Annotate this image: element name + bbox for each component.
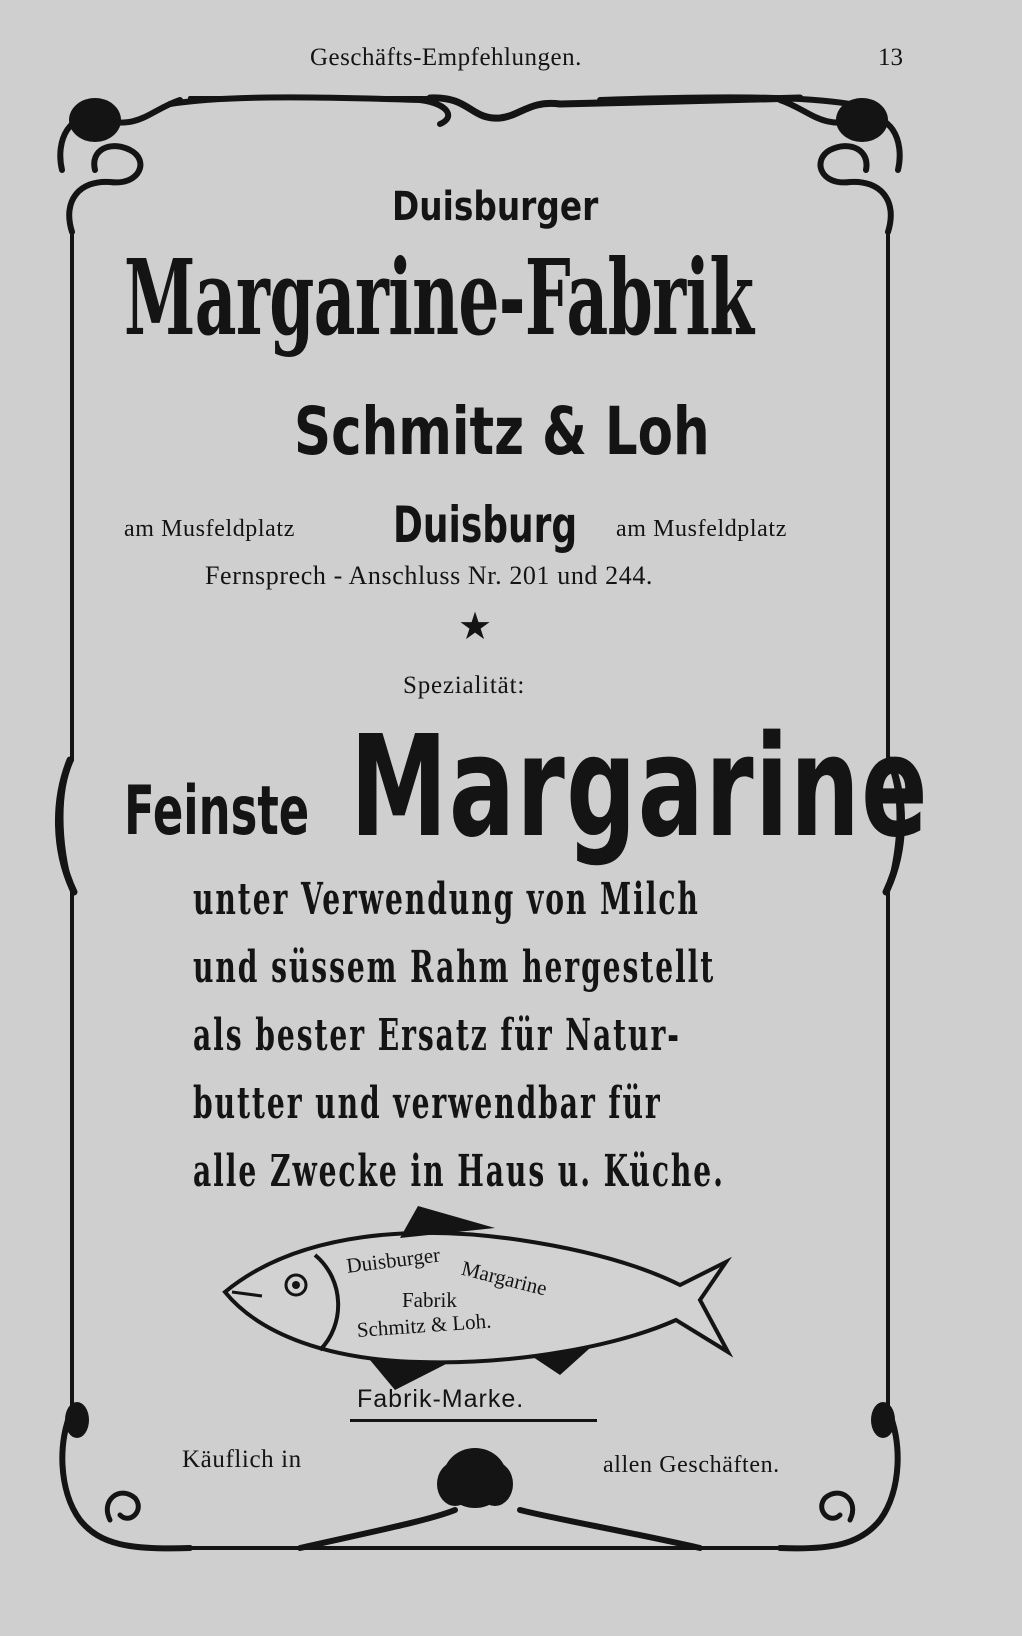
company-name: Margarine-Fabrik — [124, 236, 754, 359]
bottom-left-leaf — [65, 1402, 89, 1438]
specialty-label: Spezialität: — [403, 672, 526, 699]
body-line-1: unter Verwendung von Milch — [193, 874, 700, 925]
bottom-left-spiral — [107, 1493, 138, 1520]
left-bulge — [58, 760, 74, 892]
star-icon: ★ — [458, 604, 493, 648]
top-left-curl — [69, 146, 140, 232]
bottom-right-leaf — [871, 1402, 895, 1438]
headline-feinste: Feinste — [124, 772, 310, 851]
owners-name: Schmitz & Loh — [294, 393, 710, 470]
body-line-4: butter und verwendbar für — [193, 1078, 662, 1129]
top-right-bud — [836, 98, 888, 142]
footer-right-text: allen Geschäften. — [603, 1452, 780, 1478]
address-left: am Musfeldplatz — [124, 516, 295, 542]
trademark-caption: Fabrik-Marke. — [357, 1385, 525, 1413]
fish-label-owners: Schmitz & Loh. — [356, 1308, 493, 1342]
fish-illustration — [225, 1206, 728, 1390]
bottom-right-spiral — [822, 1493, 853, 1520]
fish-label-fabrik: Fabrik — [402, 1288, 457, 1312]
city-name: Duisburg — [393, 496, 578, 554]
body-line-2: und süssem Rahm hergestellt — [193, 942, 716, 993]
phone-line: Fernsprech - Anschluss Nr. 201 und 244. — [205, 561, 654, 590]
top-right-curl — [820, 146, 890, 232]
fish-label-duisburger: Duisburger — [345, 1242, 442, 1278]
bottom-center-swirls — [300, 1510, 700, 1548]
headline-margarine: Margarine — [350, 706, 930, 869]
running-title: Geschäfts-Empfehlungen. — [310, 44, 582, 71]
top-left-whip — [170, 97, 448, 124]
footer-left-text: Käuflich in — [182, 1446, 302, 1473]
body-line-3: als bester Ersatz für Natur- — [193, 1010, 681, 1061]
body-line-5: alle Zwecke in Haus u. Küche. — [193, 1146, 725, 1197]
address-right: am Musfeldplatz — [616, 516, 787, 542]
fish-label-margarine: Margarine — [459, 1256, 550, 1301]
top-left-bud — [69, 98, 121, 142]
page-number: 13 — [878, 44, 903, 71]
trademark-underline — [350, 1419, 597, 1422]
city-adjective: Duisburger — [392, 184, 599, 230]
fish-body — [225, 1233, 728, 1362]
